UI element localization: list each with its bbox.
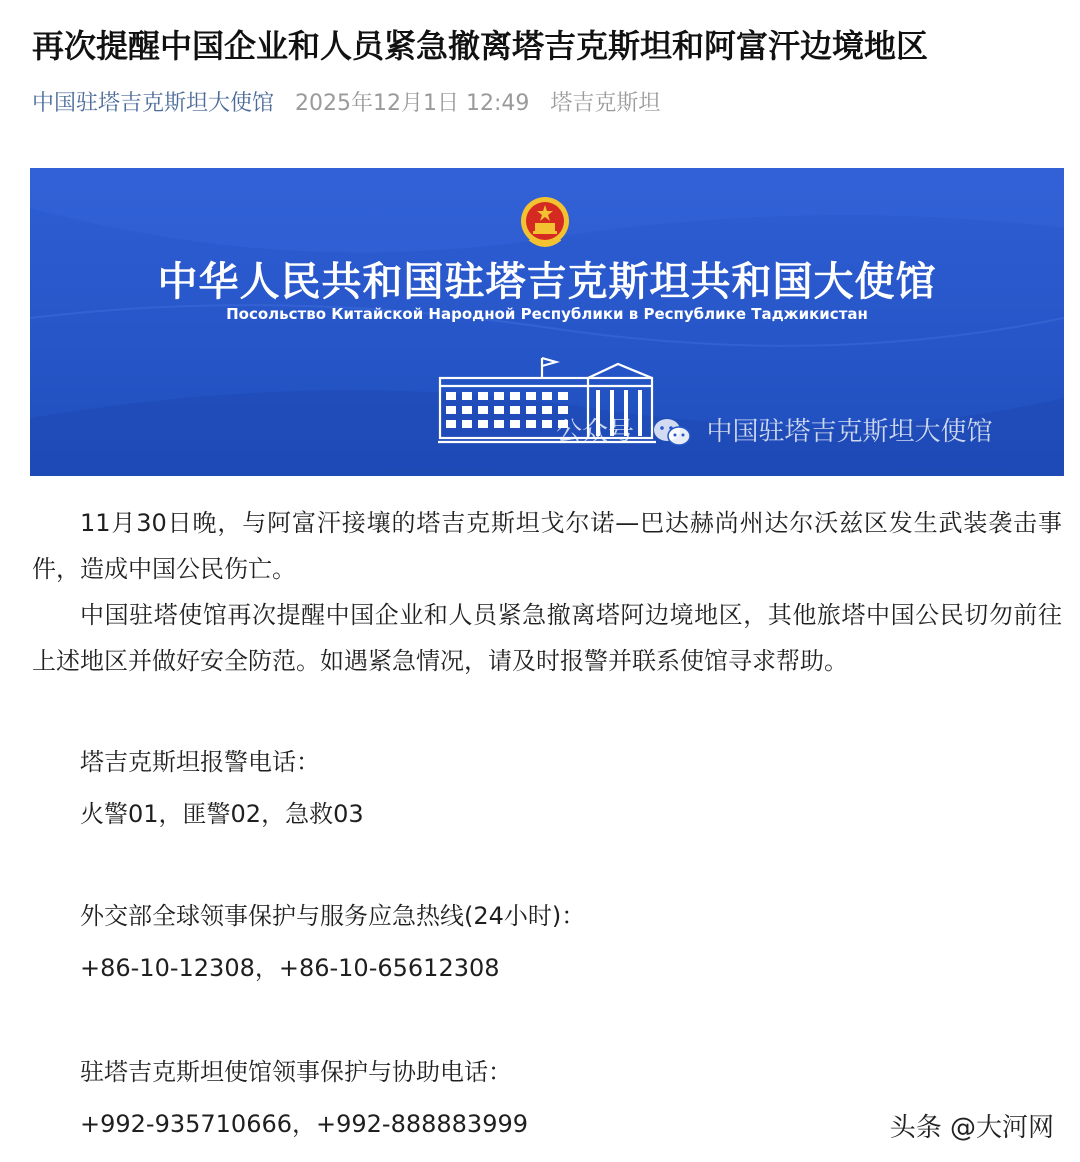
banner-subtitle: Посольство Китайской Народной Республики в Республике Таджикистан (226, 305, 868, 323)
publish-location: 塔吉克斯坦 (550, 91, 661, 116)
account-name-link[interactable]: 中国驻塔吉克斯坦大使馆 (32, 91, 275, 116)
wechat-icon (652, 417, 692, 449)
police-phone-label: 塔吉克斯坦报警电话： (80, 748, 320, 776)
article-meta (32, 86, 660, 122)
banner-title: 中华人民共和国驻塔吉克斯坦共和国大使馆 (157, 259, 937, 305)
mfa-hotline-label: 外交部全球领事保护与服务应急热线(24小时)： (80, 902, 586, 930)
embassy-phone-label: 驻塔吉克斯坦使馆领事保护与协助电话： (80, 1058, 512, 1086)
police-phone-numbers: 火警01，匪警02，急救03 (80, 800, 364, 828)
publish-date: 2025年12月1日 12:49 (295, 91, 530, 116)
wechat-watermark (556, 412, 993, 452)
source-watermark: 头条 @大河网 (889, 1113, 1054, 1143)
article-title: 再次提醒中国企业和人员紧急撤离塔吉克斯坦和阿富汗边境地区 (32, 27, 929, 65)
watermark-account: 中国驻塔吉克斯坦大使馆 (706, 417, 993, 447)
embassy-phone-numbers: +992-935710666，+992-888883999 (80, 1110, 529, 1138)
mfa-hotline-numbers: +86-10-12308，+86-10-65612308 (80, 954, 500, 982)
body-paragraph-1: 11月30日晚，与阿富汗接壤的塔吉克斯坦戈尔诺—巴达赫尚州达尔沃兹区发生武装袭击事件，造成中国公民伤亡。 (32, 509, 1062, 583)
watermark-prefix: 公众号 (556, 417, 635, 447)
body-paragraph-2: 中国驻塔使馆再次提醒中国企业和人员紧急撤离塔阿边境地区，其他旅塔中国公民切勿前往上述地区并做好安全防范。如遇紧急情况，请及时报警并联系使馆寻求帮助。 (32, 601, 1062, 675)
national-emblem-icon (520, 195, 570, 251)
